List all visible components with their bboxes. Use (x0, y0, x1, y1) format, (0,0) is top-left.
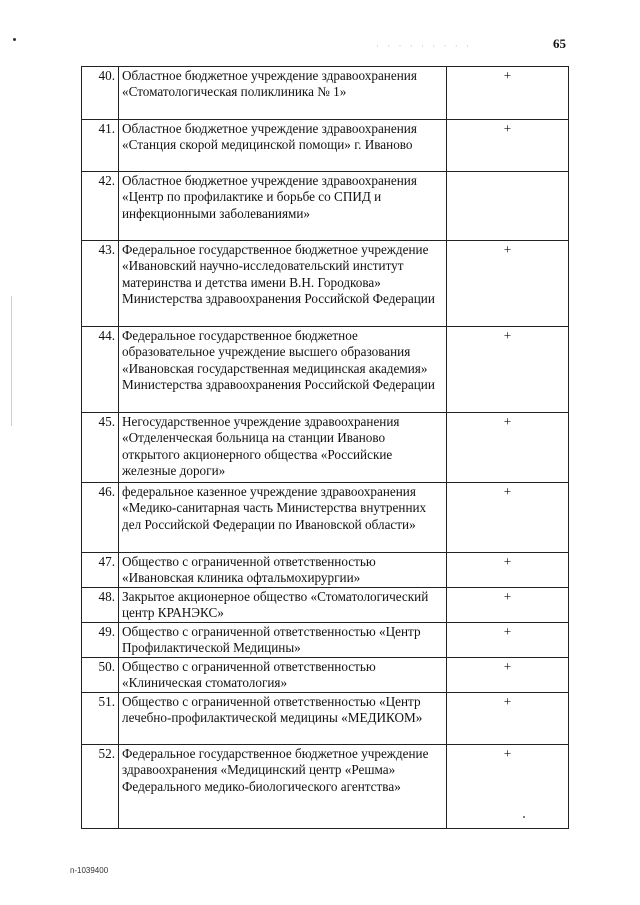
row-number: 45. (82, 413, 119, 483)
row-number: 42. (82, 172, 119, 241)
table-row (82, 553, 569, 588)
institutions-table (81, 66, 569, 829)
faint-header-marks: · · · · · · · · · (376, 41, 472, 51)
mark-cell: + (447, 413, 569, 483)
scan-margin-line (11, 296, 12, 426)
mark-cell: + (447, 658, 569, 693)
institution-name: Общество с ограниченной ответственностью «Центр Профилактической Медицины» (119, 623, 447, 658)
table-row (82, 241, 569, 327)
institution-name: Областное бюджетное учреждение здравоохранения «Центр по профилактике и борьбе со СПИД и инфекционными заболеваниями» (119, 172, 447, 241)
mark-cell: + (447, 588, 569, 623)
institution-name: Общество с ограниченной ответственностью «Клиническая стоматология» (119, 658, 447, 693)
mark-cell: + (447, 483, 569, 553)
table-row (82, 413, 569, 483)
table-row (82, 483, 569, 553)
institution-name: Закрытое акционерное общество «Стоматологический центр КРАНЭКС» (119, 588, 447, 623)
row-number: 46. (82, 483, 119, 553)
institution-name: Общество с ограниченной ответственностью «Ивановская клиника офтальмохирургии» (119, 553, 447, 588)
table-row (82, 623, 569, 658)
table-row (82, 745, 569, 829)
institution-name: федеральное казенное учреждение здравоохранения «Медико-санитарная часть Министерства внутренних дел Российской Федерации по Ивановской области» (119, 483, 447, 553)
institution-name: Областное бюджетное учреждение здравоохранения «Стоматологическая поликлиника № 1» (119, 67, 447, 120)
page-number: 65 (553, 36, 566, 51)
row-number: 48. (82, 588, 119, 623)
institution-name: Областное бюджетное учреждение здравоохранения «Станция скорой медицинской помощи» г. Иваново (119, 120, 447, 172)
row-number: 51. (82, 693, 119, 745)
mark-cell: + (447, 67, 569, 120)
institution-name: Негосударственное учреждение здравоохранения «Отделенческая больница на станции Иваново открытого акционерного общества «Российские железные дороги» (119, 413, 447, 483)
row-number: 44. (82, 327, 119, 413)
mark-cell: + (447, 120, 569, 172)
mark-cell: + (447, 241, 569, 327)
mark-cell: + (447, 327, 569, 413)
mark-cell: + (447, 693, 569, 745)
institution-name: Федеральное государственное бюджетное образовательное учреждение высшего образования «Ивановская государственная медицинская академия» Министерства здравоохранения Российской Федерации (119, 327, 447, 413)
mark-cell (447, 172, 569, 241)
table-row (82, 658, 569, 693)
institution-name: Общество с ограниченной ответственностью «Центр лечебно-профилактической медицины «МЕДИКОМ» (119, 693, 447, 745)
row-number: 47. (82, 553, 119, 588)
row-number: 52. (82, 745, 119, 829)
table-row (82, 588, 569, 623)
table-row (82, 327, 569, 413)
mark-cell: + (447, 745, 569, 829)
document-code: п-1039400 (70, 866, 109, 875)
row-number: 40. (82, 67, 119, 120)
institution-name: Федеральное государственное бюджетное учреждение «Ивановский научно-исследовательский институт материнства и детства имени В.Н. Городкова» Министерства здравоохранения Российской Федерации (119, 241, 447, 327)
mark-cell: + (447, 623, 569, 658)
scan-speck (523, 816, 525, 818)
row-number: 49. (82, 623, 119, 658)
table-row (82, 67, 569, 120)
table-row (82, 172, 569, 241)
mark-cell: + (447, 553, 569, 588)
table-row (82, 693, 569, 745)
table-row (82, 120, 569, 172)
scan-speck (13, 38, 16, 41)
institution-name: Федеральное государственное бюджетное учреждение здравоохранения «Медицинский центр «Решма» Федерального медико-биологического агентства» (119, 745, 447, 829)
row-number: 50. (82, 658, 119, 693)
row-number: 43. (82, 241, 119, 327)
row-number: 41. (82, 120, 119, 172)
